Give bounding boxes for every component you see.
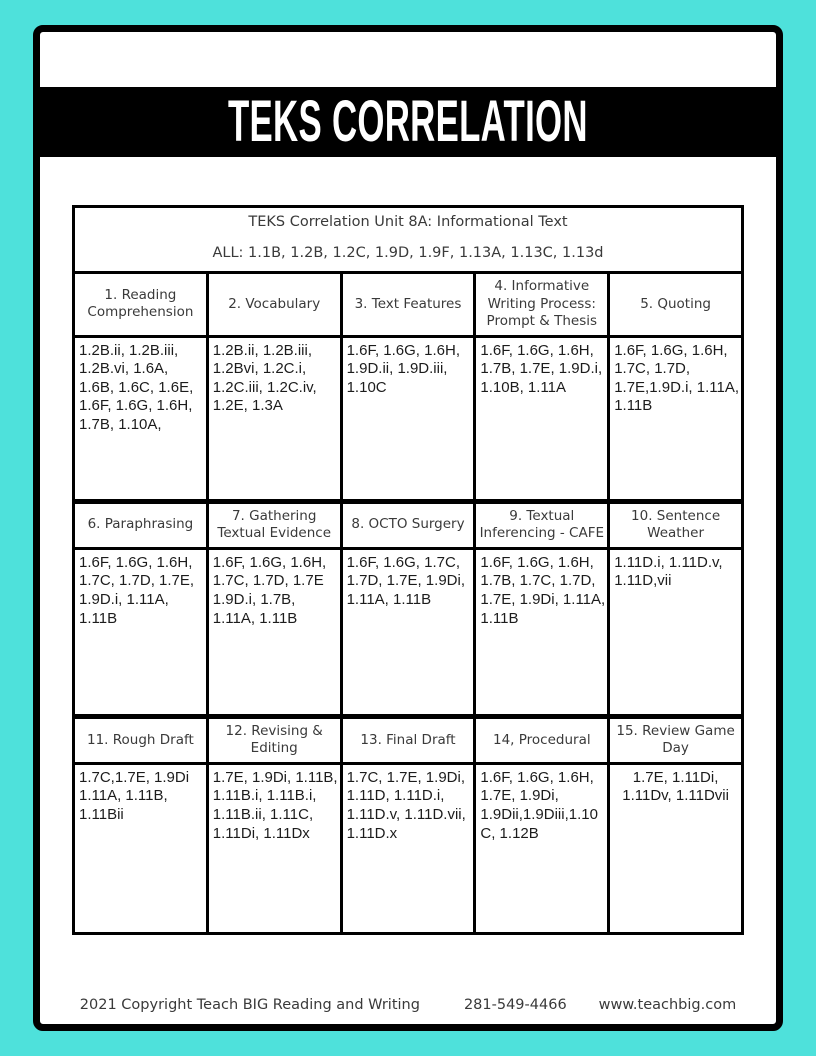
header-row-1 [74, 273, 743, 337]
teks-cell-3-5: 1.7E, 1.11Di, 1.11Dv, 1.11Dvii [609, 763, 743, 933]
data-row-1 [74, 336, 743, 501]
teks-cell-2-3: 1.6F, 1.6G, 1.7C, 1.7D, 1.7E, 1.9Di, 1.11A, 1.11B [341, 548, 475, 716]
column-header-14: 14, Procedural [475, 716, 609, 763]
teks-cell-3-1: 1.7C,1.7E, 1.9Di 1.11A, 1.11B, 1.11Bii [74, 763, 208, 933]
data-row-2 [74, 548, 743, 716]
teks-cell-1-2: 1.2B.ii, 1.2B.iii, 1.2Bvi, 1.2C.i, 1.2C.iii, 1.2C.iv, 1.2E, 1.3A [207, 336, 341, 501]
page-footer [40, 997, 776, 1013]
teks-cell-3-3: 1.7C, 1.7E, 1.9Di, 1.11D, 1.11D.i, 1.11D.v, 1.11D.vii, 1.11D.x [341, 763, 475, 933]
column-header-8: 8. OCTO Surgery [341, 501, 475, 548]
column-header-2: 2. Vocabulary [207, 273, 341, 337]
table-title-row [74, 207, 743, 273]
document-page [33, 25, 783, 1031]
footer-copyright: 2021 Copyright Teach BIG Reading and Writing [79, 997, 420, 1013]
teks-cell-3-2: 1.7E, 1.9Di, 1.11B, 1.11B.i, 1.11B.i, 1.11B.ii, 1.11C, 1.11Di, 1.11Dx [207, 763, 341, 933]
column-header-12: 12. Revising & Editing [207, 716, 341, 763]
table-title-cell [74, 207, 743, 273]
table-title-line1: TEKS Correlation Unit 8A: Informational Text [248, 214, 568, 230]
column-header-1: 1. Reading Comprehension [74, 273, 208, 337]
column-header-5: 5. Quoting [609, 273, 743, 337]
teks-cell-1-4: 1.6F, 1.6G, 1.6H, 1.7B, 1.7E, 1.9D.i, 1.10B, 1.11A [475, 336, 609, 501]
column-header-4: 4. Informative Writing Process: Prompt & Thesis [475, 273, 609, 337]
teks-cell-2-2: 1.6F, 1.6G, 1.6H, 1.7C, 1.7D, 1.7E 1.9D.i, 1.7B, 1.11A, 1.11B [207, 548, 341, 716]
teks-cell-1-1: 1.2B.ii, 1.2B.iii, 1.2B.vi, 1.6A, 1.6B, 1.6C, 1.6E, 1.6F, 1.6G, 1.6H, 1.7B, 1.10A, [74, 336, 208, 501]
column-header-11: 11. Rough Draft [74, 716, 208, 763]
teks-cell-1-5: 1.6F, 1.6G, 1.6H, 1.7C, 1.7D, 1.7E,1.9D.i, 1.11A, 1.11B [609, 336, 743, 501]
page-title: TEKS CORRELATION [228, 89, 588, 154]
header-row-3 [74, 716, 743, 763]
column-header-9: 9. Textual Inferencing - CAFE [475, 501, 609, 548]
teks-cell-3-4: 1.6F, 1.6G, 1.6H, 1.7E, 1.9Di, 1.9Dii,1.9Diii,1.10C, 1.12B [475, 763, 609, 933]
footer-website: www.teachbig.com [598, 997, 737, 1013]
teks-cell-2-5: 1.11D.i, 1.11D.v, 1.11D,vii [609, 548, 743, 716]
table-title-line2: ALL: 1.1B, 1.2B, 1.2C, 1.9D, 1.9F, 1.13A, 1.13C, 1.13d [212, 245, 604, 261]
title-band [40, 87, 776, 157]
teks-correlation-table [72, 205, 744, 935]
column-header-15: 15. Review Game Day [609, 716, 743, 763]
column-header-13: 13. Final Draft [341, 716, 475, 763]
teks-cell-2-4: 1.6F, 1.6G, 1.6H, 1.7B, 1.7C, 1.7D, 1.7E, 1.9Di, 1.11A, 1.11B [475, 548, 609, 716]
header-row-2 [74, 501, 743, 548]
column-header-3: 3. Text Features [341, 273, 475, 337]
column-header-6: 6. Paraphrasing [74, 501, 208, 548]
teks-cell-2-1: 1.6F, 1.6G, 1.6H, 1.7C, 1.7D, 1.7E, 1.9D.i, 1.11A, 1.11B [74, 548, 208, 716]
footer-phone: 281-549-4466 [463, 997, 567, 1013]
data-row-3 [74, 763, 743, 933]
column-header-10: 10. Sentence Weather [609, 501, 743, 548]
teks-cell-1-3: 1.6F, 1.6G, 1.6H, 1.9D.ii, 1.9D.iii, 1.10C [341, 336, 475, 501]
correlation-table-wrapper [72, 205, 744, 935]
column-header-7: 7. Gathering Textual Evidence [207, 501, 341, 548]
